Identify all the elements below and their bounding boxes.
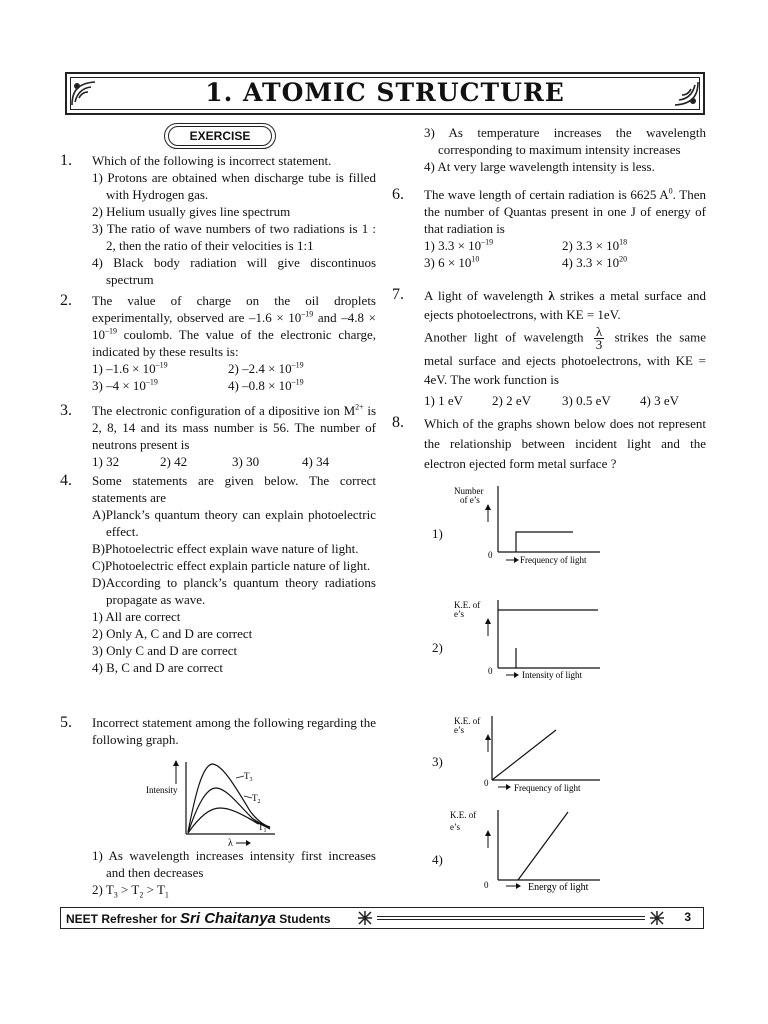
question-number: 5. [60,714,72,731]
y-label-line1: K.E. of [450,810,477,820]
lambda-over-3-fraction: $\frac{\lambda}{3}$ [595,324,603,352]
option-2: 2) $-2.4 \times 10^{-19}$ [228,360,304,376]
question-number: 8. [392,414,404,431]
options-row [92,360,376,377]
step-line [516,532,573,552]
svg-text:0: 0 [484,880,489,890]
graph-3-label: 3) [432,754,443,769]
option-4: 4) $-0.8 \times 10^{-19}$ [228,377,304,393]
graph-y-label: Intensity [146,785,178,795]
question-text: Which of the following is incorrect statement. [92,153,332,168]
title-banner [65,72,705,115]
label-t3: $T_3$ [244,771,253,783]
question-text-part2: Another light of wavelength $\frac{\lambda}{3}$ strikes the same metal surface and ejects photoelectrons, with KE = 4eV. The work function is [424,324,706,387]
option-1: 1) 32 [92,454,120,469]
exercise-badge: EXERCISE [168,126,272,146]
option-2: 2) $T_3 > T_2 > T_1$ [92,882,169,900]
svg-text:0: 0 [488,550,493,560]
y-label-line2: e’s [454,609,464,619]
y-label-line1: Number [454,486,484,496]
option-1: 1) As wavelength increases intensity first increases and then decreases [92,848,376,880]
page-title: 1. ATOMIC STRUCTURE [205,78,565,107]
linear-line [518,812,568,880]
option-4: 4) 3 eV [640,393,679,408]
intensity-wavelength-graph [140,756,300,852]
question-5-options [92,847,376,898]
question-number: 2. [60,292,72,309]
graph-1-label: 1) [432,526,443,541]
option-3: 3) Only C and D are correct [92,643,238,658]
option-2: 2) 42 [160,454,188,469]
page-number: 3 [684,910,691,924]
options-row [92,453,376,470]
ornament-icon [357,910,373,926]
option-3: 3) As temperature increases the wavelength corresponding to maximum intensity increases [424,125,706,157]
graph-2-ke-vs-intensity [446,596,606,686]
brand-name: Sri Chaitanya [180,910,276,927]
option-2: 2) Only A, C and D are correct [92,626,253,641]
graph-4-label: 4) [432,852,443,867]
option-3: 3) 30 [232,454,260,469]
y-label-line2: e’s [454,725,464,735]
x-label: Energy of light [528,882,589,893]
footer-rule [377,916,645,920]
options-row [92,377,376,394]
statement-b: B)Photoelectric effect explain wave nature of light. [92,541,359,556]
question-text: Some statements are given below. The correct statements are [92,473,376,505]
option-2: 2) 2 eV [492,393,531,408]
question-text: Which of the graphs shown below does not represent the relationship between incident light and the electron ejected form metal surface ? [424,416,706,471]
option-1: 1) $-1.6 \times 10^{-19}$ [92,360,168,376]
y-label-line2: of e’s [460,495,480,505]
options-row [424,237,706,254]
option-4: 4) Black body radiation will give discontinuos spectrum [92,255,376,287]
footer-text: NEET Refresher for Sri Chaitanya Students [66,910,331,927]
question-text: The electronic configuration of a dipositive ion $M^{2+}$ is 2, 8, 14 and its mass number is 56. The number of neutrons present is [92,402,377,452]
option-1: 1) Protons are obtained when discharge tube is filled with Hydrogen gas. [92,170,376,202]
question-number: 1. [60,152,72,169]
options-row [424,254,706,271]
ornament-icon [649,910,665,926]
option-3: 3) 0.5 eV [562,393,611,408]
option-4: 4) 34 [302,454,330,469]
question-number: 7. [392,286,404,303]
x-label: Frequency of light [514,783,581,793]
graph-1-number-vs-frequency [446,482,606,572]
option-3: 3) $-4 \times 10^{-19}$ [92,377,158,393]
question-text: The value of charge on the oil droplets experimentally, observed are $-1.6 \times 10^{-19}$ and $-4.8 \times 10^{-19}$ coulomb. The value of the electronic charge, indicated by these results is: [92,293,376,359]
statement-a: A)Planck’s quantum theory can explain photoelectric effect. [92,507,376,539]
page-footer [60,907,704,929]
question-number: 4. [60,472,72,489]
x-label: Frequency of light [520,555,587,565]
question-number: 6. [392,186,404,203]
graph-3-ke-vs-frequency [446,712,606,802]
label-t2: $T_2$ [252,793,261,805]
question-text: The wave length of certain radiation is 6625 $A^0$. Then the number of Quantas present in one J of energy of that radiation is [424,186,706,236]
y-label-line1: K.E. of [454,600,481,610]
option-2: 2) Helium usually gives line spectrum [92,204,291,219]
statement-d: D)According to planck’s quantum theory radiations propagate as wave. [92,575,376,607]
option-2: 2) $3.3 \times 10^{18}$ [562,237,628,253]
graph-2-label: 2) [432,640,443,655]
option-4: 4) At very large wavelength intensity is less. [424,159,655,174]
options-row [424,391,706,410]
corner-ornament-icon [69,78,99,108]
svg-text:0: 0 [488,666,493,676]
option-3: 3) $6 \times 10^{10}$ [424,254,480,270]
option-1: 1) All are correct [92,609,181,624]
question-5-continued [424,124,706,175]
statement-c: C)Photoelectric effect explain particle nature of light. [92,558,371,573]
label-t1: $T_1$ [258,822,267,834]
corner-ornament-icon [671,79,701,109]
y-label-line1: K.E. of [454,716,481,726]
linear-line [492,730,556,780]
y-label-line2: e’s [450,822,460,832]
question-text-part1: A light of wavelength λ strikes a metal surface and ejects photoelectrons, with KE = 1eV. [424,288,706,322]
question-number: 3. [60,402,72,419]
option-1: 1) $3.3 \times 10^{-19}$ [424,237,494,253]
option-3: 3) The ratio of wave numbers of two radiations is 1 : 2, then the ratio of their velocities is 1:1 [92,221,376,253]
option-4: 4) B, C and D are correct [92,660,224,675]
x-label: Intensity of light [522,670,582,680]
graph-4-ke-vs-energy [446,806,606,896]
option-1: 1) 1 eV [424,393,463,408]
svg-text:0: 0 [484,778,489,788]
option-4: 4) $3.3 \times 10^{20}$ [562,254,628,270]
question-text: Incorrect statement among the following regarding the following graph. [92,715,376,747]
graph-x-label: λ [228,838,233,849]
